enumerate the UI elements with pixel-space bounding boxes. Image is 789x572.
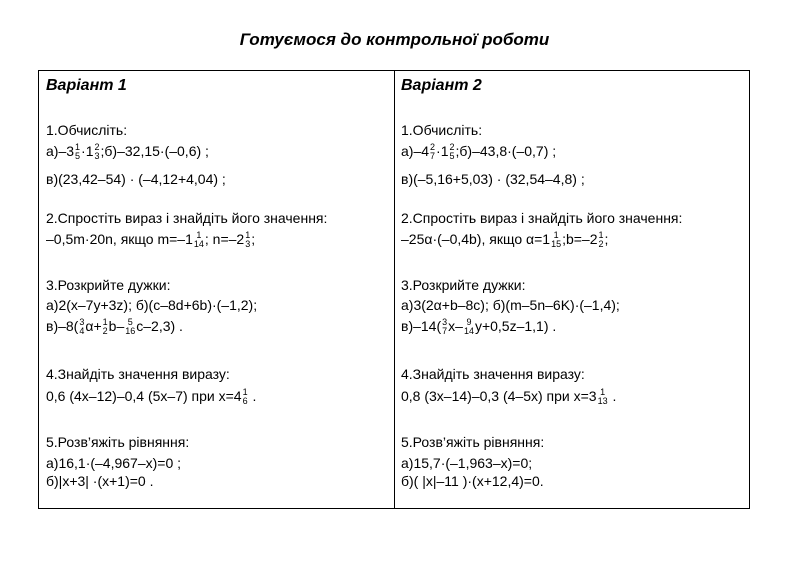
task-2-expression: –25α·(–0,4b), якщо α=1 1 15 ;b=–2 1 2 ; — [401, 230, 609, 250]
fraction: 1 14 — [193, 230, 204, 250]
variant-1-column — [46, 71, 396, 508]
fraction: 5 16 — [125, 317, 136, 337]
fraction: 3 7 — [442, 317, 448, 337]
task-5-part-a: а)15,7·(–1,963–x)=0; — [401, 455, 533, 471]
task-1-part-b: в)(23,42–54) · (–4,12+4,04) ; — [46, 171, 226, 187]
task-5-heading: 5.Розв’яжіть рівняння: — [401, 434, 545, 450]
fraction: 1 2 — [598, 230, 604, 250]
task-4-heading: 4.Знайдіть значення виразу: — [46, 366, 230, 382]
fraction: 1 2 — [102, 317, 108, 337]
task-1-part-a: а)–4 2 7 ·1 2 5 ;б)–43,8·(–0,7) ; — [401, 142, 557, 162]
page-title: Готуємося до контрольної роботи — [239, 30, 550, 49]
task-3-part-b: в)–14( 3 7 x– 9 14 y+0,5z–1,1) . — [401, 317, 557, 337]
variant-2-column — [401, 71, 751, 508]
fraction: 9 14 — [463, 317, 474, 337]
fraction: 3 4 — [79, 317, 85, 337]
task-3-heading: 3.Розкрийте дужки: — [401, 277, 526, 293]
task-1-part-b: в)(–5,16+5,03) · (32,54–4,8) ; — [401, 171, 585, 187]
task-4-expression: 0,8 (3x–14)–0,3 (4–5x) при x=3 1 13 . — [401, 387, 617, 407]
task-5-part-b: б)( |x|–11 )·(x+12,4)=0. — [401, 473, 544, 489]
task-2-heading: 2.Спростіть вираз і знайдіть його значення: — [46, 210, 328, 226]
task-2-heading: 2.Спростіть вираз і знайдіть його значення: — [401, 210, 683, 226]
fraction: 2 3 — [94, 142, 100, 162]
task-4-heading: 4.Знайдіть значення виразу: — [401, 366, 585, 382]
variant-1-header: Варіант 1 — [46, 77, 127, 94]
fraction: 1 15 — [551, 230, 562, 250]
fraction: 1 5 — [75, 142, 81, 162]
task-5-part-b: б)|x+3| ·(x+1)=0 . — [46, 473, 154, 489]
task-4-expression: 0,6 (4x–12)–0,4 (5x–7) при x=4 1 6 . — [46, 387, 257, 407]
task-1-part-a: а)–3 1 5 ·1 2 3 ;б)–32,15·(–0,6) ; — [46, 142, 209, 162]
fraction: 1 3 — [245, 230, 251, 250]
fraction: 2 5 — [449, 142, 455, 162]
fraction: 1 13 — [597, 387, 608, 407]
task-2-expression: –0,5m·20n, якщо m=–1 1 14 ; n=–2 1 3 ; — [46, 230, 256, 250]
task-3-heading: 3.Розкрийте дужки: — [46, 277, 171, 293]
task-3-part-b: в)–8( 3 4 α+ 1 2 b– 5 16 c–2,3) . — [46, 317, 183, 337]
task-3-part-a: а)3(2α+b–8c); б)(m–5n–6K)·(–1,4); — [401, 297, 620, 313]
task-1-heading: 1.Обчисліть: — [401, 122, 483, 138]
task-3-part-a: а)2(x–7y+3z); б)(c–8d+6b)·(–1,2); — [46, 297, 258, 313]
task-1-heading: 1.Обчисліть: — [46, 122, 128, 138]
task-5-part-a: а)16,1·(–4,967–x)=0 ; — [46, 455, 182, 471]
fraction: 1 6 — [242, 387, 248, 407]
fraction: 2 7 — [430, 142, 436, 162]
variants-table — [38, 70, 750, 509]
task-5-heading: 5.Розв’яжіть рівняння: — [46, 434, 190, 450]
variant-2-header: Варіант 2 — [401, 77, 482, 94]
